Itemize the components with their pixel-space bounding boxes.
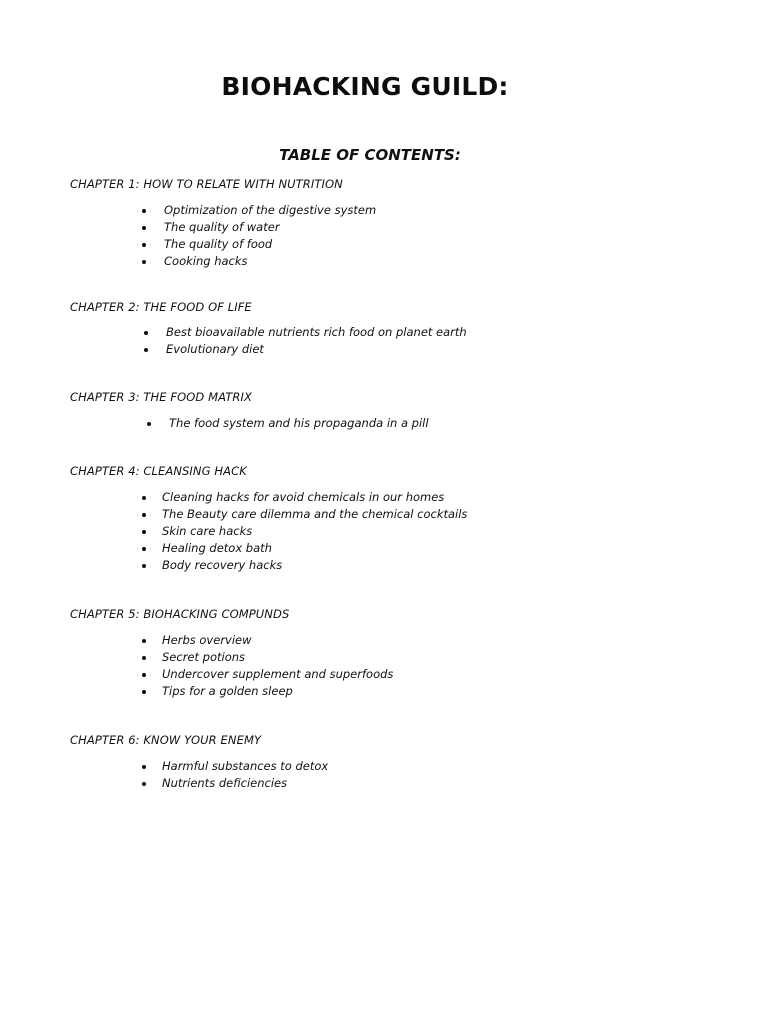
bullet-icon: [142, 656, 146, 660]
bullet-icon: [142, 530, 146, 534]
bullet-icon: [142, 564, 146, 568]
bullet-icon: [142, 226, 146, 230]
chapter-heading: CHAPTER 5: BIOHACKING COMPUNDS: [70, 607, 290, 621]
list-item: Skin care hacks: [70, 523, 710, 540]
list-item: Optimization of the digestive system: [70, 202, 710, 219]
chapter-heading: CHAPTER 4: CLEANSING HACK: [70, 464, 247, 478]
bullet-icon: [144, 331, 148, 335]
chapter-3: [70, 390, 710, 432]
bullet-icon: [142, 782, 146, 786]
list-item: Secret potions: [70, 649, 710, 666]
chapter-5: [70, 607, 710, 700]
chapter-heading: CHAPTER 2: THE FOOD OF LIFE: [70, 300, 252, 314]
bullet-icon: [147, 422, 151, 426]
chapter-2: [70, 300, 710, 358]
list-item: Cleaning hacks for avoid chemicals in our homes: [70, 489, 710, 506]
bullet-icon: [144, 348, 148, 352]
chapter-1: [70, 177, 710, 270]
list-item: Undercover supplement and superfoods: [70, 666, 710, 683]
list-item: The quality of food: [70, 236, 710, 253]
bullet-icon: [142, 260, 146, 264]
bullet-icon: [142, 639, 146, 643]
list-item: Nutrients deficiencies: [70, 775, 710, 792]
list-item: The Beauty care dilemma and the chemical cocktails: [70, 506, 710, 523]
bullet-icon: [142, 673, 146, 677]
list-item: Herbs overview: [70, 632, 710, 649]
chapter-items: [70, 202, 710, 270]
list-item: The food system and his propaganda in a pill: [70, 415, 710, 432]
list-item: Cooking hacks: [70, 253, 710, 270]
chapter-heading: CHAPTER 3: THE FOOD MATRIX: [70, 390, 252, 404]
bullet-icon: [142, 243, 146, 247]
chapter-items: [70, 758, 710, 792]
bullet-icon: [142, 765, 146, 769]
bullet-icon: [142, 209, 146, 213]
chapter-4: [70, 464, 710, 574]
chapter-6: [70, 733, 710, 792]
document-title: BIOHACKING GUILD:: [221, 72, 509, 101]
chapter-items: [70, 415, 710, 432]
bullet-icon: [142, 513, 146, 517]
chapter-items: [70, 632, 710, 700]
list-item: Evolutionary diet: [70, 341, 710, 358]
list-item: Tips for a golden sleep: [70, 683, 710, 700]
bullet-icon: [142, 690, 146, 694]
chapter-heading: CHAPTER 6: KNOW YOUR ENEMY: [70, 733, 262, 747]
list-item: Best bioavailable nutrients rich food on planet earth: [70, 324, 710, 341]
list-item: The quality of water: [70, 219, 710, 236]
bullet-icon: [142, 547, 146, 551]
table-of-contents-title: TABLE OF CONTENTS:: [279, 146, 461, 164]
list-item: Healing detox bath: [70, 540, 710, 557]
chapter-items: [70, 324, 710, 358]
list-item: Harmful substances to detox: [70, 758, 710, 775]
chapter-items: [70, 489, 710, 574]
chapter-heading: CHAPTER 1: HOW TO RELATE WITH NUTRITION: [70, 177, 343, 191]
list-item: Body recovery hacks: [70, 557, 710, 574]
bullet-icon: [142, 496, 146, 500]
